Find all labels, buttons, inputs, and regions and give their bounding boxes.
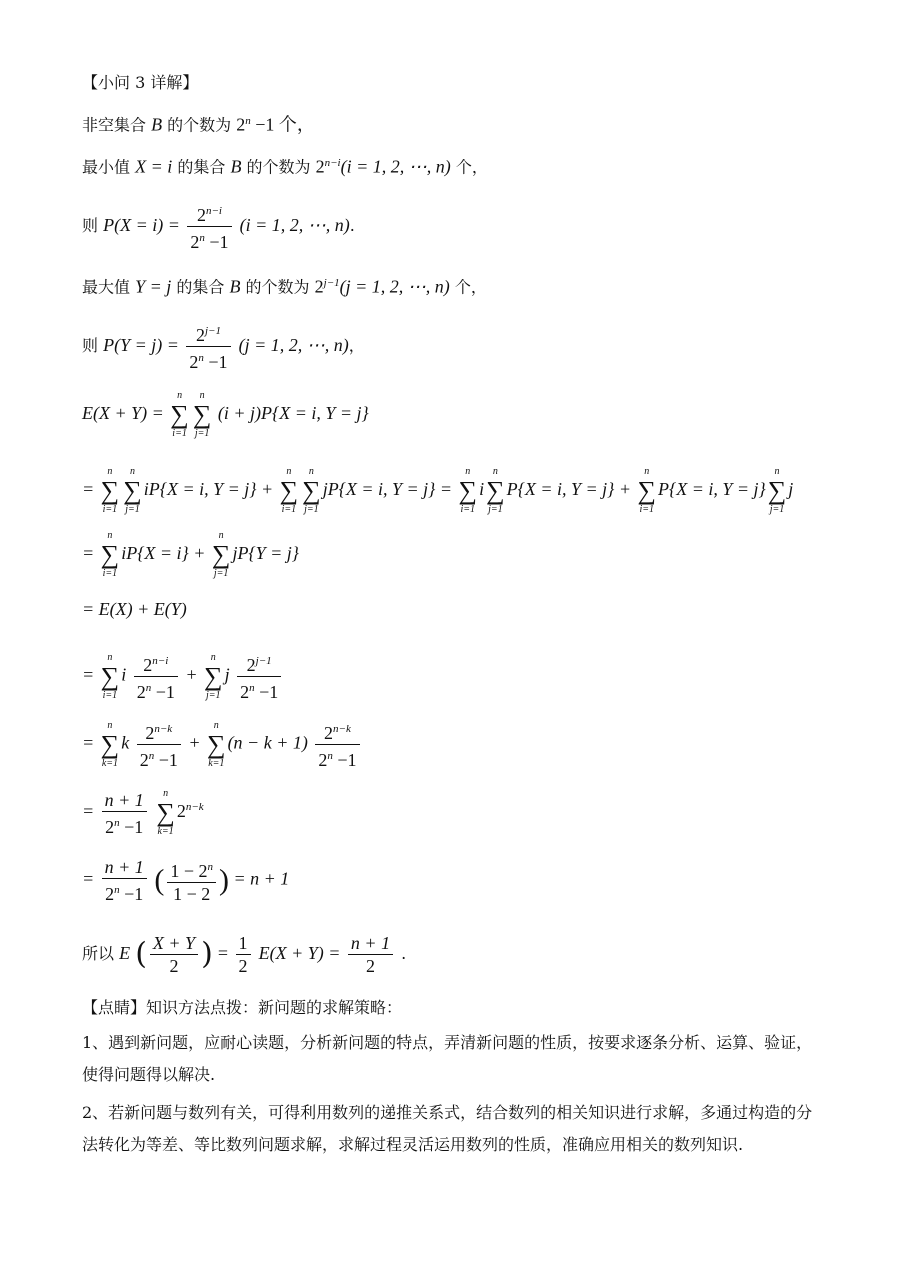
formula-eq1: E(X + Y) = n ∑ i=1 n ∑ j=1 (i + j)P{X = i, Y = j}: [82, 390, 369, 439]
paragraph-1: 1、遇到新问题，应耐心读题，分析新问题的特点，弄清新问题的性质，按要求逐条分析、运算、验证，使得问题得以解决.: [82, 1033, 813, 1084]
formula-eq6: = n ∑ k=1 k $\frac{2^{n-k}}{2^n -1}$ + n ∑ k=1 (n − k + 1) $\frac{2^{n-k}}{2^n -1}$: [82, 718, 363, 771]
formula-p-y: 则 P(Y = j) = $\frac{2^{j-1}}{2^n -1}$ (j = 1, 2, ⋯, n)，: [82, 325, 365, 372]
formula-eq4: = E(X) + E(Y): [82, 599, 187, 619]
line-nonempty-count: 非空集合 B 的个数为 $2^n -1$ 个，: [82, 114, 315, 135]
formula-eq5: = n ∑ i=1 i $\frac{2^{n-i}}{2^n -1}$ + n ∑ j=1 j $\frac{2^{j-1}}{2^n -1}$: [82, 650, 284, 703]
formula-conclusion: 所以 E ( $\frac{X + Y}{2}$ ) = $\frac{1}{2}$ E(X + Y) = $\frac{n + 1}{2}$ .: [82, 933, 407, 976]
line-max-count: 最大值 Y = j 的集合 B 的个数为 $2^{j-1}(j = 1$, 2, ⋯, n) 个，: [82, 276, 487, 297]
paragraph-2: 2、若新问题与数列有关，可得利用数列的递推关系式，结合数列的相关知识进行求解，多通过构造的分法转化为等差、等比数列问题求解，求解过程灵活运用数列的性质，准确应用相关的数列知识.: [82, 1103, 813, 1154]
formula-p-x: 则 P(X = i) = $\frac{2^{n-i}}{2^n -1}$ (i = 1, 2, ⋯, n).: [82, 205, 355, 252]
formula-eq3: = n ∑ i=1 iP{X = i} + n ∑ j=1 jP{Y = j}: [82, 530, 299, 579]
formula-eq8: = $\frac{n + 1}{2^n -1}$ ( $\frac{1 - 2^n}{1 - 2}$ ) = n + 1: [82, 857, 290, 904]
comment-title: 【点睛】知识方法点拨：新问题的求解策略：: [82, 998, 403, 1017]
section-header: 【小问 3 详解】: [82, 73, 199, 92]
formula-eq7: = $\frac{n + 1}{2^n -1}$ n ∑ k=1 $2^{n-k}$: [82, 788, 204, 837]
formula-eq2: = n ∑ i=1 n ∑ j=1 iP{X = i, Y = j} + n ∑ i=1 n ∑ j=1 jP{X = i, Y = j} = n ∑ i=1 i n ∑ j=1 P{X = i, Y = j} + n ∑ i=1 P{X = i, Y = j} n ∑ j=1 j: [82, 466, 794, 515]
line-min-count: 最小值 X = i 的集合 B 的个数为 $2^{n-i}(i = 1$, 2, ⋯, n) 个，: [82, 156, 488, 177]
